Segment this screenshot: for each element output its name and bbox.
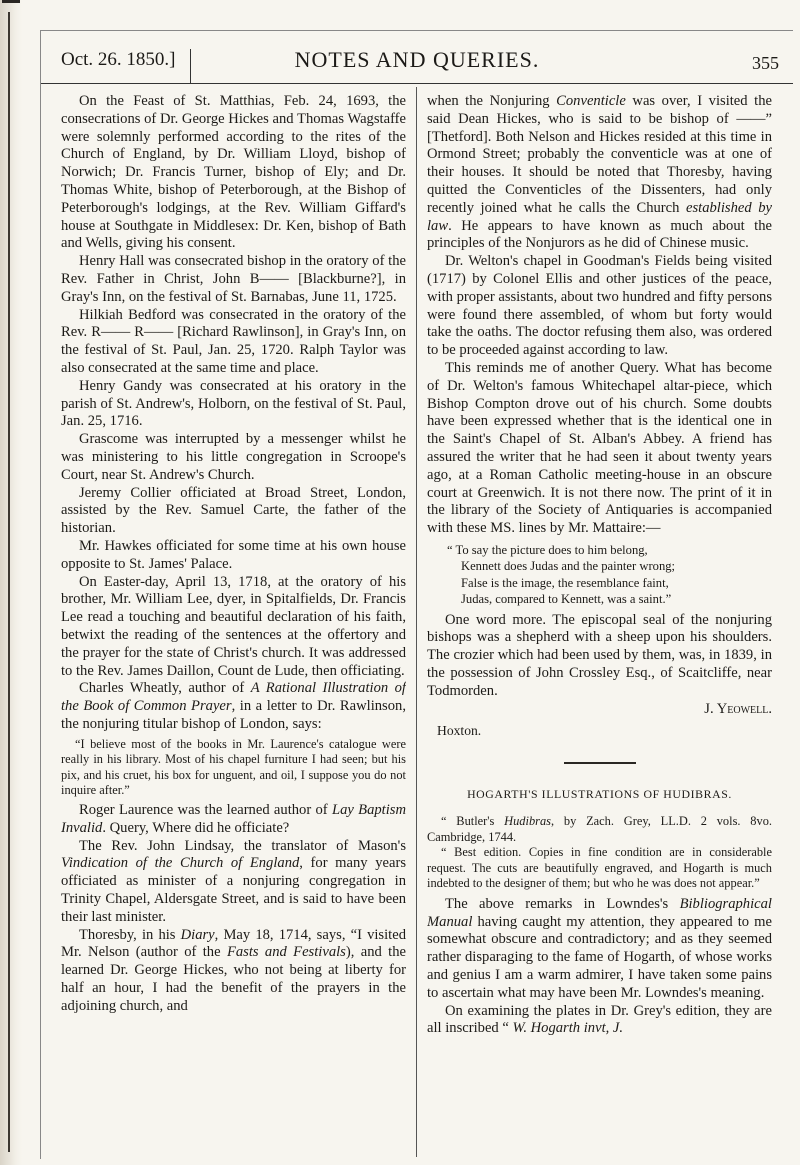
paragraph: Dr. Welton's chapel in Goodman's Fields being visited (1717) by Colonel Ellis and other justices of the peace, with proper assistants, about two hundred and fifty persons were found there assembled, of whom but forty would take the oaths. The doctor refusing them also, was ordered to be proceeded against according to law. xyxy=(427,253,772,359)
book-title: Diary xyxy=(180,926,215,943)
paragraph: Thoresby, in his Diary, May 18, 1714, says, “I visited Mr. Nelson (author of the Fasts and Festivals), and the learned Dr. George Hickes, who not being at liberty for half an hour, I had the benefit of the prayers in the adjoining church, and xyxy=(61,926,406,1014)
paragraph: Charles Wheatly, author of A Rational Illustration of the Book of Common Prayer, in a letter to Dr. Rawlinson, the nonjuring titular bishop of London, says: xyxy=(61,680,406,732)
binding-edge xyxy=(0,0,22,1165)
paragraph: The above remarks in Lowndes's Bibliographical Manual having caught my attention, they appeared to me somewhat obscure and contradictory; and as they seemed rather disparaging to the fame of Hogarth, of whose works and genius I am a warm admirer, I have taken some pains to ascertain what may have been Mr. Lowndes's meaning. xyxy=(427,895,772,1001)
paragraph: On the Feast of St. Matthias, Feb. 24, 1693, the consecrations of Dr. George Hickes and Thomas Wagstaffe were solemnly performed according to the rites of the Church of England, by Dr. William Lloyd, bishop of Norwich; Dr. Francis Turner, bishop of Ely; and Dr. Thomas White, bishop of Peterborough, at the Bishop of Peterborough's lodgings, at the Rev. William Giffard's house at Southgate in Middlesex: Dr. Ken, bishop of Bath and Wells, giving his consent. xyxy=(61,93,406,252)
page-number: 355 xyxy=(752,53,779,73)
paragraph: Mr. Hawkes officiated for some time at his own house opposite to St. James' Palace. xyxy=(61,537,406,572)
paragraph: Grascome was interrupted by a messenger whilst he was ministering to his little congregation in Scroope's Court, near St. Andrew's Church. xyxy=(61,431,406,483)
paragraph: Jeremy Collier officiated at Broad Street, London, assisted by the Rev. Samuel Carte, the father of the historian. xyxy=(61,484,406,537)
section-rule xyxy=(564,762,636,764)
journal-title: NOTES AND QUERIES. xyxy=(294,47,540,72)
running-header xyxy=(41,31,793,84)
paragraph: Roger Laurence was the learned author of Lay Baptism Invalid. Query, Where did he officiate? xyxy=(61,802,406,836)
author-place: Hoxton. xyxy=(437,723,482,739)
paragraph: One word more. The episcopal seal of the nonjuring bishops was a shepherd with a sheep upon his shoulders. The crozier which had been used by them, was, in 1839, in the possession of John Crossley Esq., of Scaitcliffe, near Todmorden. xyxy=(427,611,772,699)
paragraph: Henry Gandy was consecrated at his oratory in the parish of St. Andrew's, Holborn, on the festival of St. Paul, Jan. 25, 1716. xyxy=(61,377,406,430)
journal-page xyxy=(40,30,793,1159)
bibliographic-quote: “ Butler's Hudibras, by Zach. Grey, LL.D. 2 vols. 8vo. Cambridge, 1744. “ Best edition. Copies in fine condition are in considerable request. The cuts are beautifully engraved, and Hogarth is much indebted to the designer of them; but who he was does not appear.” xyxy=(427,813,772,891)
paragraph: Henry Hall was consecrated bishop in the oratory of the Rev. Father in Christ, John B—— [Blackburne?], in Gray's Inn, on the festival of St. Barnabas, June 11, 1725. xyxy=(61,253,406,305)
book-title: Fasts and Festivals xyxy=(226,944,346,961)
paragraph: On examining the plates in Dr. Grey's edition, they are all inscribed “ W. Hogarth invt, J. xyxy=(427,1002,772,1037)
article-heading: HOGARTH'S ILLUSTRATIONS OF HUDIBRAS. xyxy=(467,787,732,802)
book-title: A Rational Illustration of the Book of Common Prayer xyxy=(61,680,406,715)
column-divider xyxy=(416,87,417,1157)
verse-quote: “ To say the picture does to him belong, Kennett does Judas and the painter wrong; False is the image, the resemblance faint, Judas, compared to Kennett, was a saint.” xyxy=(447,542,676,607)
book-title: Lay Baptism Invalid xyxy=(61,802,406,836)
paragraph: Hilkiah Bedford was consecrated in the oratory of the Rev. R—— R—— [Richard Rawlinson], in Gray's Inn, on the festival of St. Paul, Jan. 25, 1720. Ralph Taylor was also consecrated at the same time and place. xyxy=(61,306,406,376)
paragraph: when the Nonjuring Conventicle was over, I visited the said Dean Hickes, who is said to be bishop of ——” [Thetford]. Both Nelson and Hickes resided at this time in Ormond Street; probably the conventicle was at one of their houses. It should be noted that Thoresby, having quitted the Conventicles of the Dissenters, had only recently joined what he calls the Church established by law. He appears to have known as much about the principles of the Nonjurors as he did of Chinese music. xyxy=(427,93,772,252)
book-title: Vindication of the Church of England xyxy=(61,855,300,872)
left-column xyxy=(61,93,406,1153)
paragraph: The Rev. John Lindsay, the translator of Mason's Vindication of the Church of England, for many years officiated as minister of a nonjuring congregation in Trinity Chapel, Aldersgate Street, and is said to have been their last minister. xyxy=(61,837,406,925)
author-signature: J. Yeowell. xyxy=(704,700,772,717)
block-quote: “I believe most of the books in Mr. Laurence's catalogue were really in his library. Most of his chapel furniture I had seen; but his pix, and his cruet, his box for unguent, and oil, I suppose you do not inquire after.” xyxy=(61,736,406,798)
paragraph: On Easter-day, April 13, 1718, at the oratory of his brother, Mr. William Lee, dyer, in Spitalfields, Dr. Francis Lee read a touching and beautiful declaration of his faith, betwixt the reading of the sentences at the offertory and the prayer for the state of Christ's church. It was addressed to the Rev. James Daillon, Count de Lude, then officiating. xyxy=(61,573,406,679)
right-column xyxy=(427,93,772,1153)
issue-date: Oct. 26. 1850.] xyxy=(61,49,191,83)
paragraph: This reminds me of another Query. What has become of Dr. Welton's famous Whitechapel altar-piece, which Bishop Compton drove out of his church. Some doubts have been expressed whether that is the identical one in the Saint's Chapel of St. Alban's Abbey. A friend has assured the writer that he had seen it about twenty years ago, at a Roman Catholic meeting-house in an obscure court at Greenwich. It is not there now. The print of it in the library of the Society of Antiquaries is accompanied with these MS. lines by Mr. Mattaire:— xyxy=(427,359,772,537)
